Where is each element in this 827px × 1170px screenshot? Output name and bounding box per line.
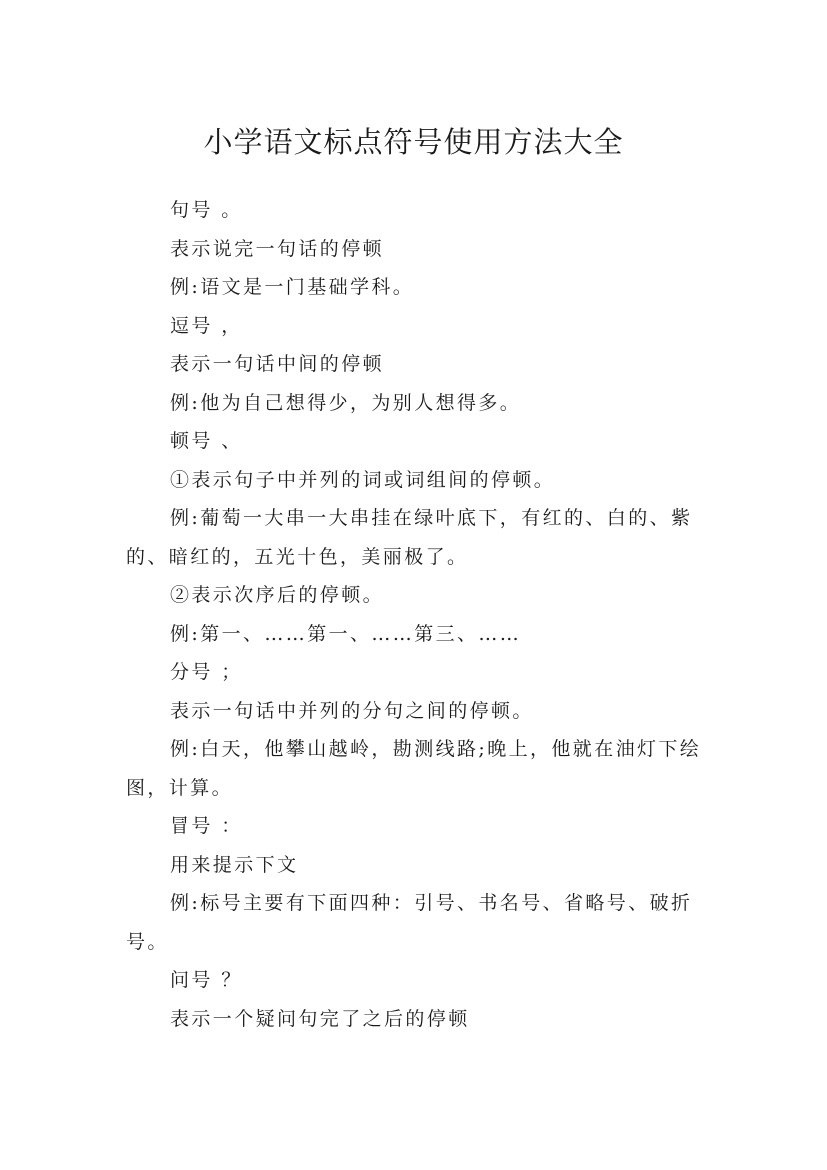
paragraph: 例:葡萄一大串一大串挂在绿叶底下，有红的、白的、紫的、暗红的，五光十色，美丽极了。	[126, 507, 693, 568]
paragraph: 逗号 ，	[170, 314, 243, 337]
paragraph: 表示一句话中间的停顿	[170, 353, 385, 375]
paragraph: 表示一个疑问句完了之后的停顿	[170, 1007, 470, 1030]
paragraph: 表示一句话中并列的分句之间的停顿。	[170, 699, 534, 722]
paragraph: 例:白天，他攀山越岭，勘测线路;晚上，他就在油灯下绘图，计算。	[126, 738, 702, 799]
page-title: 小学语文标点符号使用方法大全	[203, 125, 624, 160]
paragraph: 句号 。	[170, 199, 243, 221]
paragraph: ②表示次序后的停顿。	[170, 584, 385, 606]
paragraph: 例:第一、……第一、……第三、……	[170, 622, 522, 645]
paragraph: 冒号 ：	[170, 815, 243, 837]
paragraph: 表示说完一句话的停顿	[170, 237, 385, 260]
paragraph: 问号 ？	[170, 969, 243, 991]
paragraph: 顿号 、	[170, 430, 243, 452]
paragraph: 例:标号主要有下面四种：引号、书名号、省略号、破折号。	[126, 892, 693, 953]
document-body	[126, 191, 706, 1038]
paragraph: 分号 ；	[170, 661, 243, 683]
paragraph: ①表示句子中并列的词或词组间的停顿。	[170, 468, 556, 491]
paragraph: 用来提示下文	[170, 853, 299, 876]
paragraph: 例:他为自己想得少，为别人想得多。	[170, 391, 522, 414]
paragraph: 例:语文是一门基础学科。	[170, 276, 415, 298]
